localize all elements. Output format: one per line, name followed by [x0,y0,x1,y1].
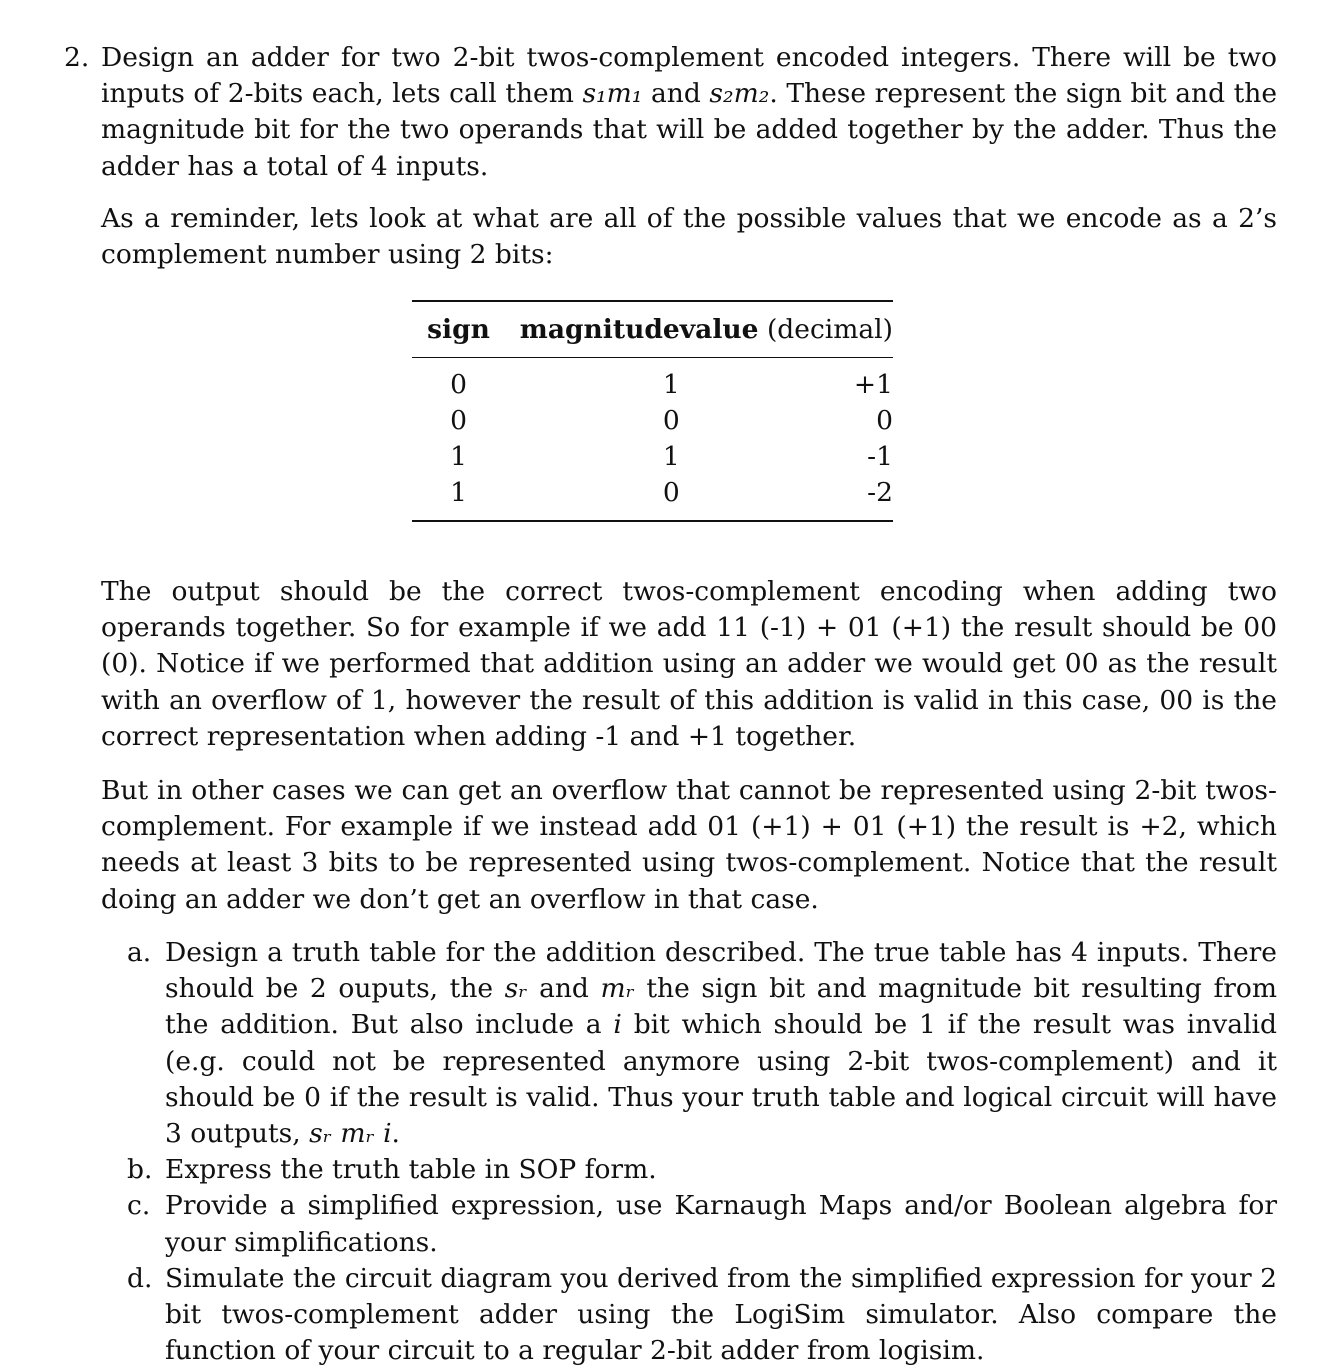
cell-value: +1 [853,368,893,400]
cell-sign: 1 [450,476,467,508]
header-magnitude: magnitude [519,314,680,345]
intro-text-1: Design an adder for two 2-bit twos-complement encoded integers. There will be two inputs of 2-bits each, lets call them [101,42,1277,110]
operand-1-variable: s₁m₁ [582,78,643,110]
subquestion-a: a. Design a truth table for the addition described. The true table has 4 inputs. There should be 2 ouputs, the sᵣ and mᵣ the sign bit and magnitude bit resulting from the addition. But also include a i bit which should be 1 if the result was invalid (e.g. could not be represented anymore using 2-bit twos-complement) and it should be 0 if the result is valid. Thus your truth table and logical circuit will have 3 outputs, sᵣ mᵣ i. [127,937,1277,1150]
subquestion-b: b. Express the truth table in SOP form. [101,1152,1277,1188]
header-sign: sign [427,314,490,345]
table-row [412,474,893,521]
cell-sign: 1 [450,440,467,472]
cell-value: -1 [867,440,893,472]
table-row [412,438,893,474]
cell-magnitude: 0 [662,476,680,508]
subquestion-label: a. [127,937,152,968]
invalid-bit-variable: i [613,1009,622,1041]
question-number: 2. [64,42,90,73]
subquestion-d: d. Simulate the circuit diagram you derived from the simplified expression for your 2 bit twos-complement adder using the LogiSim simulator. Also compare the function of your circuit to a regular 2-bit adder from logisim. [127,1262,1277,1367]
overflow-paragraph: But in other cases we can get an overflow that cannot be represented using 2-bit twos-complement. For example if we instead add 01 (+1) + 01 (+1) the result is +2, which needs at least 3 bits to be represented using twos-complement. Notice that the result doing an adder we don’t get an overflow in that case. [101,775,1277,915]
subquestion-label: b. [127,1154,153,1186]
intro-text-2: and [642,78,710,110]
cell-sign: 0 [450,404,467,436]
subquestion-list [101,935,1277,1369]
cell-value: -2 [867,476,893,508]
magnitude-result-variable: mᵣ [600,973,635,1005]
cell-sign: 0 [450,368,467,400]
cell-magnitude: 1 [662,368,680,400]
table-row [412,402,893,438]
header-value: value (decimal) [679,314,893,345]
sign-result-variable: sᵣ [504,973,528,1005]
twos-complement-table [412,300,893,522]
cell-magnitude: 0 [662,404,680,436]
output-paragraph: The output should be the correct twos-complement encoding when adding two operands together. So for example if we add 11 (-1) + 01 (+1) the result should be 00 (0). Notice if we performed that addition using an adder we would get 00 as the result with an overflow of 1, however the result of this addition is valid in this case, 00 is the correct representation when adding -1 and +1 together. [101,576,1277,752]
cell-value: 0 [876,404,893,436]
intro-text-3: . These represent the sign bit and the magnitude bit for the two operands that will be added together by the adder. Thus the adder has a total of 4 inputs. [101,78,1278,182]
subquestion-c: c. Provide a simplified expression, use Karnaugh Maps and/or Boolean algebra for your simplifications. [127,1190,1277,1258]
table-header-row [412,301,893,358]
subquestion-label: d. [127,1262,153,1294]
reminder-paragraph: As a reminder, lets look at what are all of the possible values that we encode as a 2’s complement number using 2 bits: [101,203,1277,271]
table-row [412,358,893,403]
intro-paragraph [101,40,1277,185]
outputs-variables: sᵣ mᵣ i [309,1118,392,1150]
cell-magnitude: 1 [662,440,680,472]
operand-2-variable: s₂m₂ [709,78,770,110]
subquestion-label: c. [127,1190,151,1222]
